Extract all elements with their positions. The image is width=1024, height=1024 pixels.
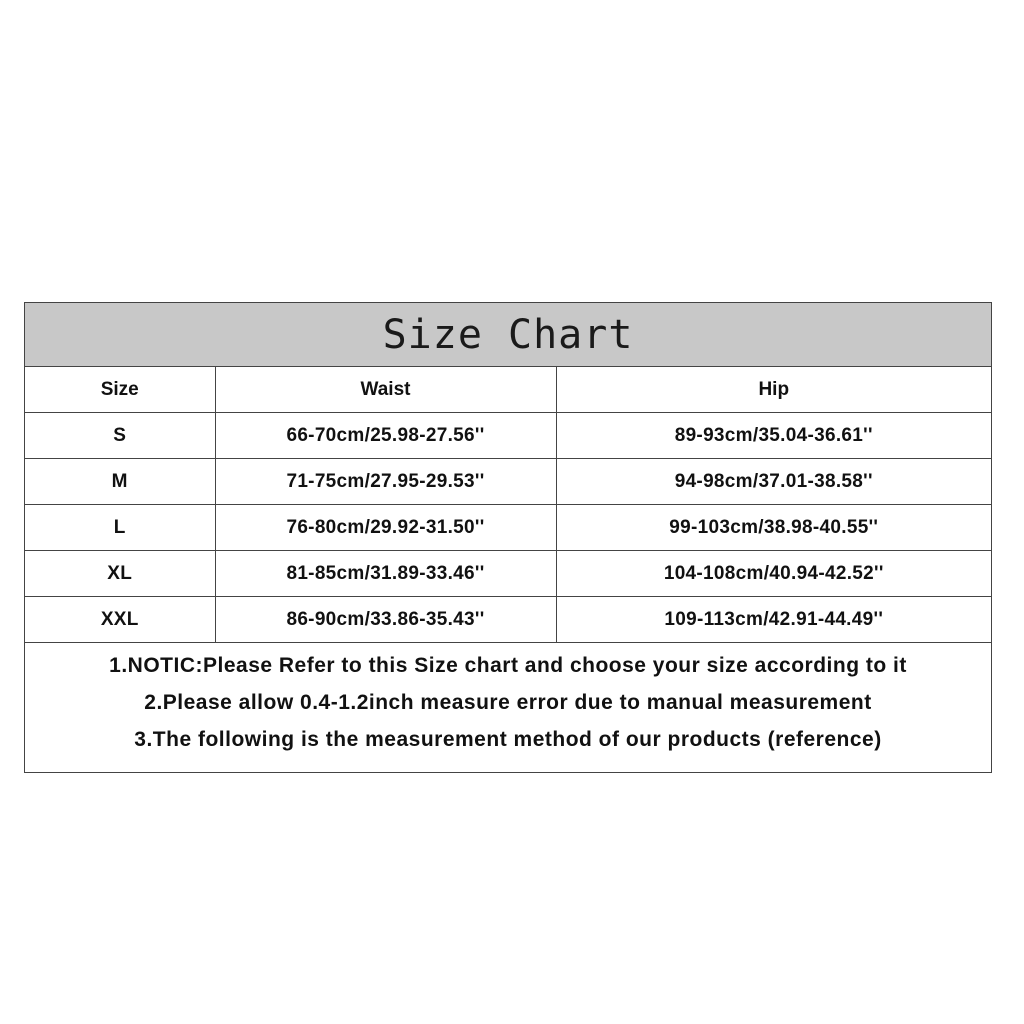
- header-waist: Waist: [215, 367, 556, 413]
- waist-cell: 81-85cm/31.89-33.46'': [215, 551, 556, 597]
- size-chart: [24, 302, 992, 773]
- hip-cell: 99-103cm/38.98-40.55'': [556, 505, 991, 551]
- size-table: [25, 367, 991, 643]
- header-row: [25, 367, 991, 413]
- size-cell: S: [25, 413, 215, 459]
- title-bar: [25, 303, 991, 367]
- note-line: 3.The following is the measurement method of our products (reference): [134, 728, 882, 751]
- note-line: 1.NOTIC:Please Refer to this Size chart and choose your size according to it: [109, 654, 907, 677]
- size-cell: L: [25, 505, 215, 551]
- size-cell: XXL: [25, 597, 215, 643]
- hip-cell: 104-108cm/40.94-42.52'': [556, 551, 991, 597]
- table-row: [25, 551, 991, 597]
- table-row: [25, 505, 991, 551]
- chart-title: Size Chart: [382, 311, 634, 358]
- size-cell: XL: [25, 551, 215, 597]
- waist-cell: 76-80cm/29.92-31.50'': [215, 505, 556, 551]
- header-hip: Hip: [556, 367, 991, 413]
- table-row: [25, 459, 991, 505]
- hip-cell: 109-113cm/42.91-44.49'': [556, 597, 991, 643]
- table-row: [25, 413, 991, 459]
- hip-cell: 94-98cm/37.01-38.58'': [556, 459, 991, 505]
- header-size: Size: [25, 367, 215, 413]
- waist-cell: 66-70cm/25.98-27.56'': [215, 413, 556, 459]
- notes-section: [25, 643, 991, 772]
- note-line: 2.Please allow 0.4-1.2inch measure error due to manual measurement: [144, 691, 872, 714]
- hip-cell: 89-93cm/35.04-36.61'': [556, 413, 991, 459]
- size-cell: M: [25, 459, 215, 505]
- waist-cell: 71-75cm/27.95-29.53'': [215, 459, 556, 505]
- table-row: [25, 597, 991, 643]
- waist-cell: 86-90cm/33.86-35.43'': [215, 597, 556, 643]
